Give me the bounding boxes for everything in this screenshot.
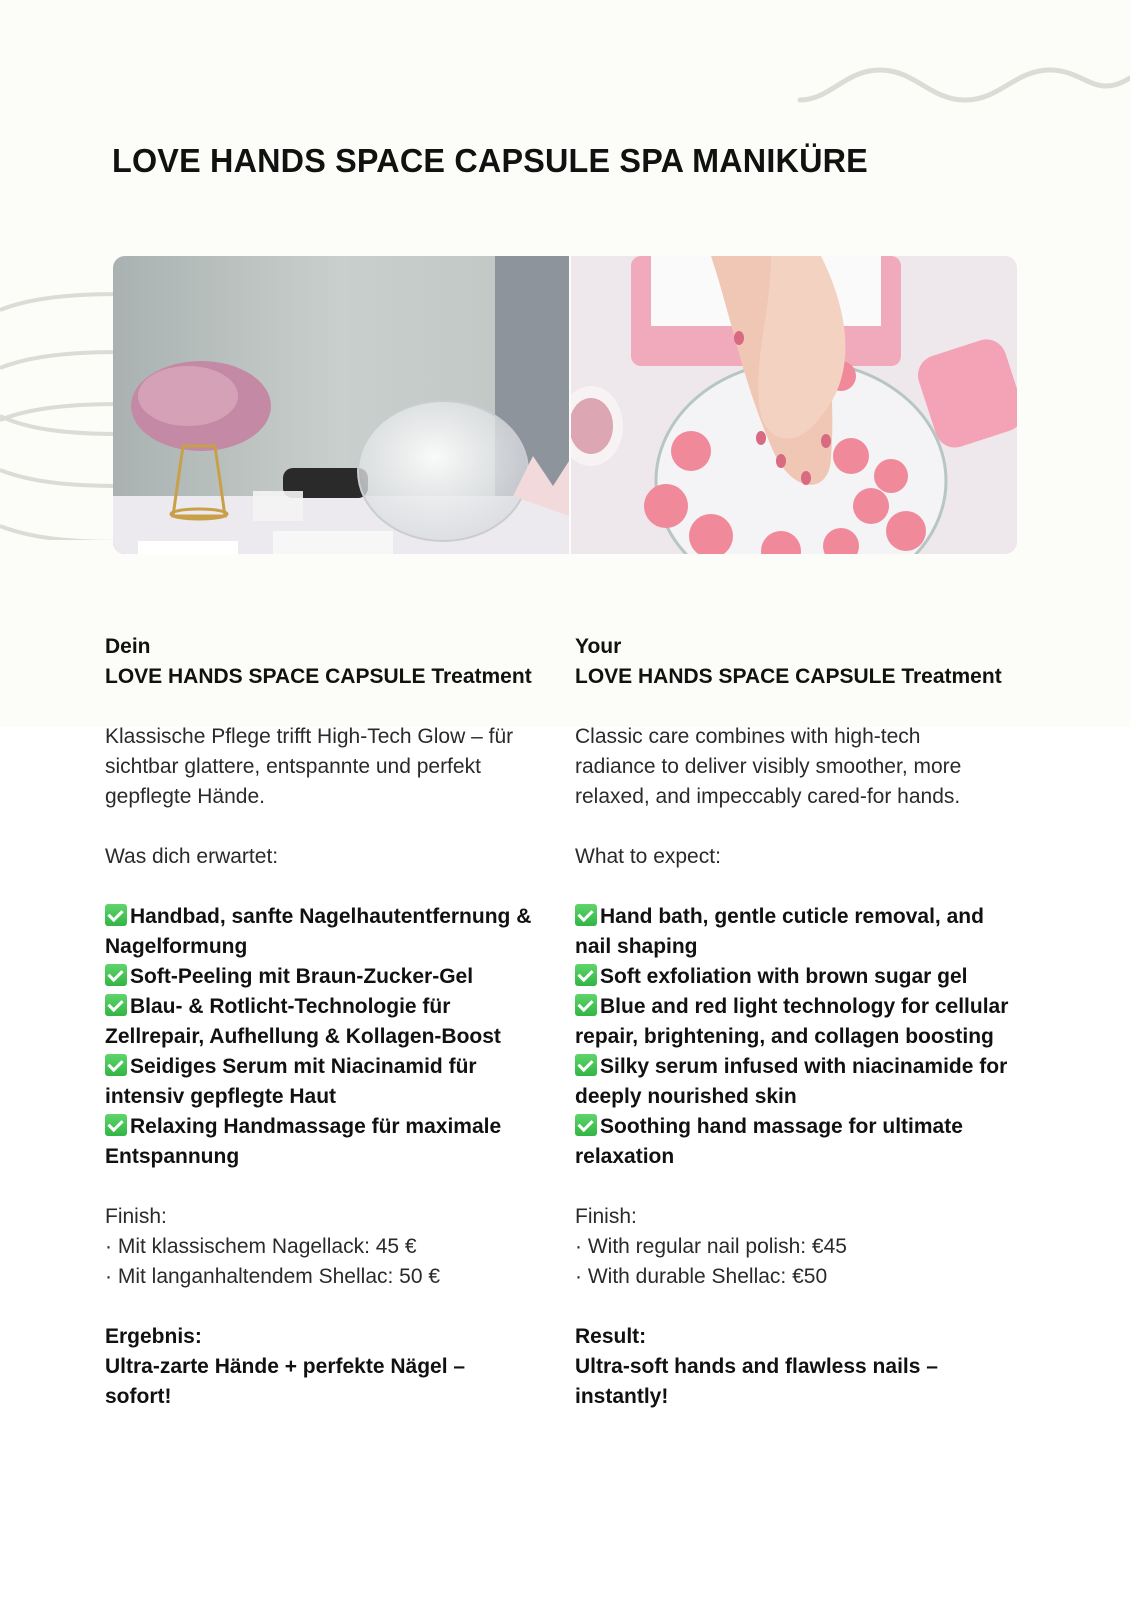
check-icon — [105, 1114, 127, 1136]
check-icon — [575, 994, 597, 1016]
en-intro-line: Classic care combines with high-tech — [575, 725, 921, 748]
de-feature-item: Seidiges Serum mit Niacinamid für — [105, 1052, 565, 1082]
en-feature-item-cont: deeply nourished skin — [575, 1085, 797, 1108]
de-heading-line2: LOVE HANDS SPACE CAPSULE Treatment — [105, 665, 532, 688]
de-result-text: Ultra-zarte Hände + perfekte Nägel – — [105, 1355, 466, 1378]
de-intro-line: Klassische Pflege trifft High-Tech Glow – für — [105, 725, 514, 748]
de-feature-item-cont: Nagelformung — [105, 935, 248, 958]
en-feature-item-cont: nail shaping — [575, 935, 698, 958]
de-feature-item-cont: Zellrepair, Aufhellung & Kollagen-Boost — [105, 1025, 501, 1048]
check-icon — [105, 1054, 127, 1076]
de-finish-option: · Mit klassischem Nagellack: 45 € — [105, 1235, 417, 1258]
de-intro-line: sichtbar glattere, entspannte und perfekt — [105, 755, 481, 778]
en-feature-item: Soft exfoliation with brown sugar gel — [575, 962, 1035, 992]
en-heading-line1: Your — [575, 635, 622, 658]
de-feature-item: Soft-Peeling mit Braun-Zucker-Gel — [105, 962, 565, 992]
german-column — [105, 632, 565, 1412]
de-feature-item-cont: Entspannung — [105, 1145, 240, 1168]
en-feature-item-cont: relaxation — [575, 1145, 675, 1168]
en-expect-label: What to expect: — [575, 845, 721, 868]
en-feature-item-cont: repair, brightening, and collagen boosting — [575, 1025, 994, 1048]
de-result-label: Ergebnis: — [105, 1325, 202, 1348]
spa-capsule-table-photo — [113, 256, 569, 554]
de-finish-option: · Mit langanhaltendem Shellac: 50 € — [105, 1265, 441, 1288]
arc-lines-decoration — [0, 280, 120, 540]
de-feature-item: Handbad, sanfte Nagelhautentfernung & — [105, 902, 565, 932]
de-heading-line1: Dein — [105, 635, 151, 658]
en-feature-item: Hand bath, gentle cuticle removal, and — [575, 902, 1035, 932]
english-column — [575, 632, 1035, 1412]
en-feature-item: Silky serum infused with niacinamide for — [575, 1052, 1035, 1082]
check-icon — [105, 904, 127, 926]
en-feature-item: Soothing hand massage for ultimate — [575, 1112, 1035, 1142]
de-intro-line: gepflegte Hände. — [105, 785, 265, 808]
de-feature-item: Blau- & Rotlicht-Technologie für — [105, 992, 565, 1022]
en-result-label: Result: — [575, 1325, 647, 1348]
en-intro-line: relaxed, and impeccably cared-for hands. — [575, 785, 961, 808]
check-icon — [105, 964, 127, 986]
check-icon — [105, 994, 127, 1016]
en-result-text: instantly! — [575, 1385, 669, 1408]
en-finish-option: · With regular nail polish: €45 — [575, 1235, 847, 1258]
check-icon — [575, 1114, 597, 1136]
check-icon — [575, 904, 597, 926]
en-finish-option: · With durable Shellac: €50 — [575, 1265, 828, 1288]
hands-rose-bowl-photo — [571, 256, 1017, 554]
de-feature-item: Relaxing Handmassage für maximale — [105, 1112, 565, 1142]
de-feature-item-cont: intensiv gepflegte Haut — [105, 1085, 337, 1108]
en-intro-line: radiance to deliver visibly smoother, more — [575, 755, 962, 778]
check-icon — [575, 1054, 597, 1076]
wave-decoration — [790, 58, 1130, 118]
page-title: LOVE HANDS SPACE CAPSULE SPA MANIKÜRE — [112, 142, 868, 179]
en-heading-line2: LOVE HANDS SPACE CAPSULE Treatment — [575, 665, 1002, 688]
de-result-text: sofort! — [105, 1385, 172, 1408]
en-finish-label: Finish: — [575, 1205, 637, 1228]
de-finish-label: Finish: — [105, 1205, 167, 1228]
check-icon — [575, 964, 597, 986]
de-expect-label: Was dich erwartet: — [105, 845, 279, 868]
en-feature-item: Blue and red light technology for cellular — [575, 992, 1035, 1022]
en-result-text: Ultra-soft hands and flawless nails – — [575, 1355, 938, 1378]
